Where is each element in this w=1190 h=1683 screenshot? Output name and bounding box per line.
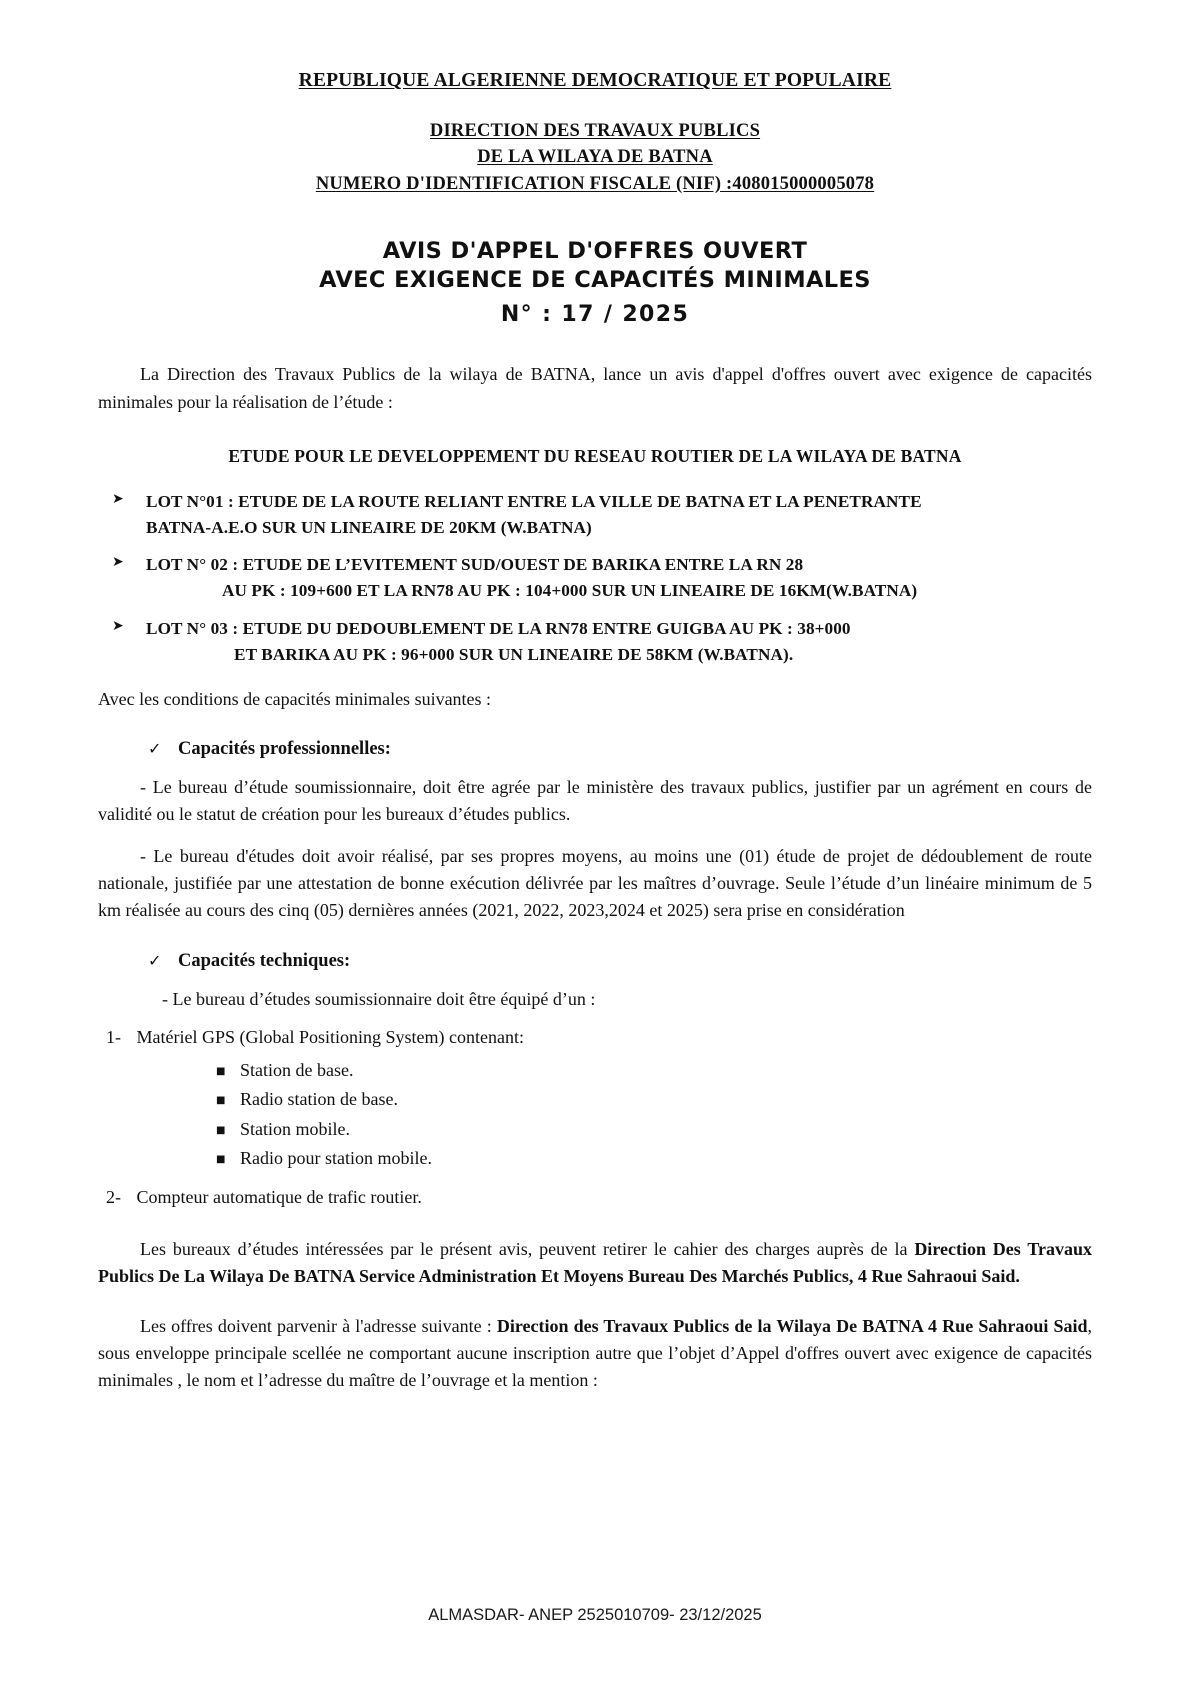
arrow-bullet-icon: ➤ [112,618,124,635]
check-icon: ✓ [148,739,162,759]
submission-text-part-2: , sous enveloppe principale scellée ne comportant aucune inscription autre que l’objet d’Appel d'offres ouvert avec exigence de capacités minimales , le nom et l’adresse du maître de l’ouvrage et la mention : [98,1315,1092,1391]
technical-item-1-text: Matériel GPS (Global Positioning System) contenant: [136,1027,524,1048]
arrow-bullet-icon: ➤ [112,554,124,571]
lot-line-2: AU PK : 109+600 ET LA RN78 AU PK : 104+000 SUR UN LINEAIRE DE 16KM(W.BATNA) [222,581,918,601]
check-icon: ✓ [148,950,162,970]
list-item [216,1056,1092,1085]
withdrawal-text-part-1: Les bureaux d’études intéressées par le présent avis, peuvent retirer le cahier des charges auprès de la [140,1238,915,1259]
square-bullet-icon: ■ [216,1095,226,1107]
notice-title-line-2: AVEC EXIGENCE DE CAPACITÉS MINIMALES [319,267,871,294]
list-item [98,616,1092,668]
footer-reference: ALMASDAR- ANEP 2525010709- 23/12/2025 [428,1606,762,1624]
header-republic: REPUBLIQUE ALGERIENNE DEMOCRATIQUE ET POPULAIRE [298,70,892,91]
lot-text [146,552,1092,604]
lot-line-1: LOT N° 03 : ETUDE DU DEDOUBLEMENT DE LA RN78 ENTRE GUIGBA AU PK : 38+000 [146,619,851,639]
square-bullet-icon: ■ [216,1124,226,1136]
lots-list [98,489,1092,668]
lot-text [146,616,1092,668]
lot-line-1: LOT N°01 : ETUDE DE LA ROUTE RELIANT ENTRE LA VILLE DE BATNA ET LA PENETRANTE [146,491,922,511]
gps-equipment-list [98,1056,1092,1173]
lot-line-1: LOT N° 02 : ETUDE DE L’EVITEMENT SUD/OUEST DE BARIKA ENTRE LA RN 28 [146,555,804,575]
study-title: ETUDE POUR LE DEVELOPPEMENT DU RESEAU ROUTIER DE LA WILAYA DE BATNA [228,445,962,466]
technical-lead: - Le bureau d’études soumissionnaire doit être équipé d’un : [162,988,596,1009]
header-direction-line-1: DIRECTION DES TRAVAUX PUBLICS [429,121,761,141]
notice-title-line-1: AVIS D'APPEL D'OFFRES OUVERT [382,237,808,264]
conditions-intro: Avec les conditions de capacités minimales suivantes : [98,688,492,709]
list-item [216,1115,1092,1144]
submission-address-bold: Direction des Travaux Publics de la Wilaya De BATNA 4 Rue Sahraoui Said [496,1315,1088,1336]
list-item-label: Station de base. [240,1060,354,1081]
withdrawal-paragraph [98,1236,1092,1291]
header-direction-line-2: DE LA WILAYA DE BATNA [477,147,713,168]
list-item-label: Radio pour station mobile. [240,1147,432,1168]
square-bullet-icon: ■ [216,1153,226,1165]
withdrawal-address-bold: Direction Des Travaux Publics De La Wilaya De BATNA Service Administration Et Moyens Bureau Des Marchés Publics, 4 Rue Sahraoui Said. [98,1238,1092,1287]
submission-text-part-1: Les offres doivent parvenir à l'adresse suivante : [140,1315,497,1336]
lot-text [146,489,1092,541]
arrow-bullet-icon: ➤ [112,490,124,507]
notice-title-block [98,237,1092,327]
square-bullet-icon: ■ [216,1066,226,1078]
list-item [98,552,1092,604]
submission-paragraph [98,1313,1092,1395]
technical-item-2-number: 2- [106,1186,121,1207]
list-item-label: Radio station de base. [240,1089,398,1110]
header-direction [98,118,1092,197]
list-item [216,1144,1092,1173]
professional-item-2: - Le bureau d'études doit avoir réalisé, par ses propres moyens, au moins une (01) étude de projet de dédoublement de route nationale, justifiée par une attestation de bonne exécution délivrée par les maîtres d’ouvrage. Seule l’étude d’un linéaire minimum de 5 km réalisée au cours des cinq (05) dernières années (2021, 2022, 2023,2024 et 2025) sera prise en considération [98,845,1092,921]
professional-item-1: - Le bureau d’étude soumissionnaire, doit être agrée par le ministère des travaux publics, justifier par un agrément en cours de validité ou le statut de création pour les bureaux d’études publics. [98,777,1092,825]
notice-number: N° : 17 / 2025 [500,302,690,328]
header-nif: NUMERO D'IDENTIFICATION FISCALE (NIF) :408015000005078 [315,173,875,194]
lot-line-2: ET BARIKA AU PK : 96+000 SUR UN LINEAIRE DE 58KM (W.BATNA). [234,644,794,664]
technical-item-1 [98,1027,1092,1048]
professional-capacities-heading: ✓ Capacités professionnelles: [148,739,391,760]
list-item [98,489,1092,541]
lot-line-2: BATNA-A.E.O SUR UN LINEAIRE DE 20KM (W.BATNA) [146,517,592,537]
technical-capacities-heading: ✓ Capacités techniques: [148,950,351,971]
list-item [216,1085,1092,1114]
intro-paragraph: La Direction des Travaux Publics de la wilaya de BATNA, lance un avis d'appel d'offres ouvert avec exigence de capacités minimales pour la réalisation de l’étude : [98,364,1092,412]
list-item-label: Station mobile. [240,1118,350,1139]
technical-item-1-number: 1- [106,1027,121,1048]
technical-item-2-text: Compteur automatique de trafic routier. [136,1186,422,1207]
technical-item-2 [98,1187,1092,1208]
